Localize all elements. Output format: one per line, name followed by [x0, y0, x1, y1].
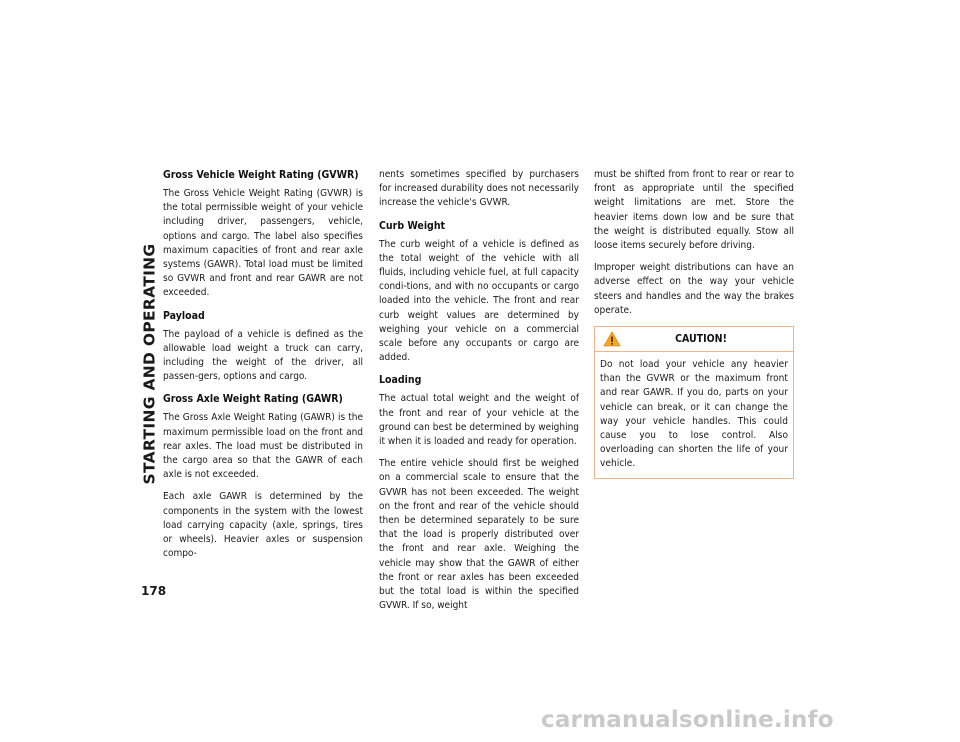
watermark: carmanualsonline.info	[541, 707, 834, 733]
curb-weight-paragraph: The curb weight of a vehicle is defined as the total weight of the vehicle with all fluids, including vehicle fuel, at full capacity condi-tions, and with no occupants or cargo loaded into the vehicle. The front and rear curb weight values are determined by weighing your vehicle on a commercial scale before any occupants or cargo are added.	[379, 238, 579, 364]
caution-header	[595, 327, 793, 352]
continuation-paragraph: nents sometimes specified by purchasers for increased durability does not necessarily increase the vehicle's GVWR.	[379, 169, 579, 209]
continuation-paragraph: must be shifted from front to rear or rear to front as appropriate until the specified weight limitations are met. Store the heavier items down low and be sure that the weight is distributed equally. Stow all loose items securely before driving.	[594, 169, 794, 252]
column-3	[594, 168, 794, 479]
curb-weight-heading: Curb Weight	[379, 219, 446, 232]
caution-body	[595, 352, 793, 478]
improper-distribution-paragraph: Improper weight distributions can have an adverse effect on the way your vehicle steers and handles and the way the brakes operate.	[594, 262, 794, 316]
section-title: STARTING AND OPERATING	[140, 243, 159, 485]
loading-heading: Loading	[379, 374, 422, 387]
loading-paragraph-2: The entire vehicle should first be weighed on a commercial scale to ensure that the GVWR has not been exceeded. The weight on the front and rear of the vehicle should then be determined separately to be sure that the load is properly distributed over the front and rear axle. Weighing the vehicle may show that the GAWR of either the front or rear axles has been exceeded but the total load is within the specified GVWR. If so, weight	[379, 458, 579, 612]
section-side-tab	[139, 168, 159, 560]
gvwr-paragraph: The Gross Vehicle Weight Rating (GVWR) is the total permissible weight of your vehicle including driver, passengers, vehicle, options and cargo. The label also specifies maximum capacities of front and rear axle systems (GAWR). Total load must be limited so GVWR and front and rear GAWR are not exceeded.	[163, 188, 363, 299]
page-number: 178	[141, 584, 167, 598]
gvwr-heading: Gross Vehicle Weight Rating (GVWR)	[163, 169, 359, 181]
loading-paragraph-1: The actual total weight and the weight of the front and rear of your vehicle at the ground can best be determined by weighing it when it is loaded and ready for operation.	[379, 393, 579, 448]
column-2	[379, 168, 579, 621]
caution-text: Do not load your vehicle any heavier than the GVWR or the maximum front and rear GAWR. If you do, parts on your vehicle can break, or it can change the way your vehicle handles. This could cause you to lose control. Also overloading can shorten the life of your vehicle.	[600, 359, 788, 470]
gawr-paragraph-2: Each axle GAWR is determined by the components in the system with the lowest load carrying capacity (axle, springs, tires or wheels). Heavier axles or suspension compo-	[163, 491, 363, 560]
payload-paragraph: The payload of a vehicle is defined as the allowable load weight a truck can carry, including the weight of the driver, all passen-gers, options and cargo.	[163, 328, 363, 383]
payload-heading: Payload	[163, 309, 205, 322]
caution-box	[594, 326, 794, 479]
column-1	[163, 168, 363, 569]
caution-title: CAUTION!	[675, 333, 727, 346]
gawr-paragraph-1: The Gross Axle Weight Rating (GAWR) is the maximum permissible load on the front and rear axles. The load must be distributed in the cargo area so that the GAWR of each axle is not exceeded.	[163, 412, 363, 481]
gawr-heading: Gross Axle Weight Rating (GAWR)	[163, 393, 343, 406]
